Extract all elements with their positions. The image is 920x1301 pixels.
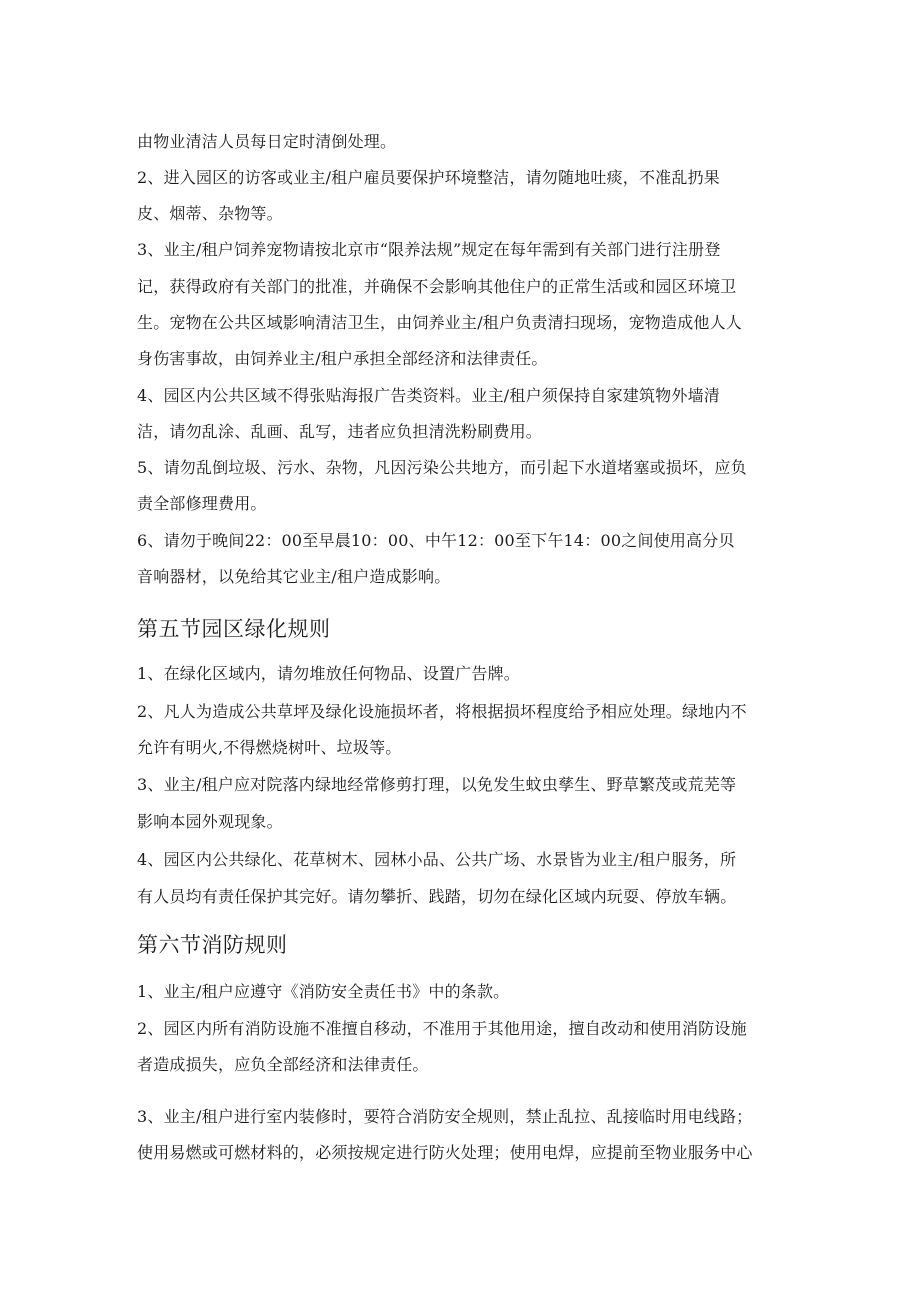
paragraph-line: 皮、烟蒂、杂物等。 <box>137 204 283 223</box>
paragraph-line: 音响器材，以免给其它业主/租户造成影响。 <box>137 567 451 586</box>
paragraph-line: 洁，请勿乱涂、乱画、乱写，违者应负担清洗粉刷费用。 <box>137 422 543 441</box>
paragraph-line: 4、园区内公共绿化、花草树木、园林小品、公共广场、水景皆为业主/租户服务，所 <box>137 850 737 869</box>
paragraph-line: 由物业清洁人员每日定时清倒处理。 <box>137 132 397 151</box>
paragraph-line: 2、凡人为造成公共草坪及绿化设施损坏者，将根据损坏程度给予相应处理。绿地内不 <box>137 702 747 721</box>
paragraph-line: 1、在绿化区域内，请勿堆放任何物品、设置广告牌。 <box>137 664 520 683</box>
section-heading: 第五节园区绿化规则 <box>137 617 331 641</box>
paragraph-line: 影响本园外观现象。 <box>137 812 283 831</box>
section-heading: 第六节消防规则 <box>137 933 288 957</box>
paragraph-line: 者造成损失，应负全部经济和法律责任。 <box>137 1055 429 1074</box>
paragraph-line: 记，获得政府有关部门的批准，并确保不会影响其他住户的正常生活或和园区环境卫 <box>137 277 737 296</box>
paragraph-line: 3、业主/租户饲养宠物请按北京市“限养法规”规定在每年需到有关部门进行注册登 <box>137 240 721 259</box>
paragraph-line: 责全部修理费用。 <box>137 494 267 513</box>
paragraph-line: 6、请勿于晚间22：00至早晨10：00、中午12：00至下午14：00之间使用高分贝 <box>137 531 735 550</box>
paragraph-line: 5、请勿乱倒垃圾、污水、杂物，凡因污染公共地方，而引起下水道堵塞或损坏，应负 <box>137 458 747 477</box>
paragraph-line: 生。宠物在公共区域影响清洁卫生，由饲养业主/租户负责清扫现场，宠物造成他人人 <box>137 313 742 332</box>
paragraph-line: 有人员均有责任保护其完好。请勿攀折、践踏，切勿在绿化区域内玩耍、停放车辆。 <box>137 887 737 906</box>
paragraph-line: 4、园区内公共区域不得张贴海报广告类资料。业主/租户须保持自家建筑物外墙清 <box>137 386 720 405</box>
paragraph-line: 使用易燃或可燃材料的，必须按规定进行防火处理；使用电焊，应提前至物业服务中心 <box>137 1143 753 1162</box>
paragraph-line: 2、进入园区的访客或业主/租户雇员要保护环境整洁，请勿随地吐痰，不准乱扔果 <box>137 168 720 187</box>
paragraph-line: 身伤害事故，由饲养业主/租户承担全部经济和法律责任。 <box>137 349 548 368</box>
paragraph-line: 3、业主/租户进行室内装修时，要符合消防安全规则，禁止乱拉、乱接临时用电线路； <box>137 1107 753 1126</box>
paragraph-line: 2、园区内所有消防设施不准擅自移动，不准用于其他用途，擅自改动和使用消防设施 <box>137 1019 747 1038</box>
paragraph-line: 3、业主/租户应对院落内绿地经常修剪打理，以免发生蚊虫孳生、野草繁茂或荒芜等 <box>137 775 737 794</box>
paragraph-line: 1、业主/租户应遵守《消防安全责任书》中的条款。 <box>137 982 510 1001</box>
paragraph-line: 允许有明火,不得燃烧树叶、垃圾等。 <box>137 738 402 757</box>
